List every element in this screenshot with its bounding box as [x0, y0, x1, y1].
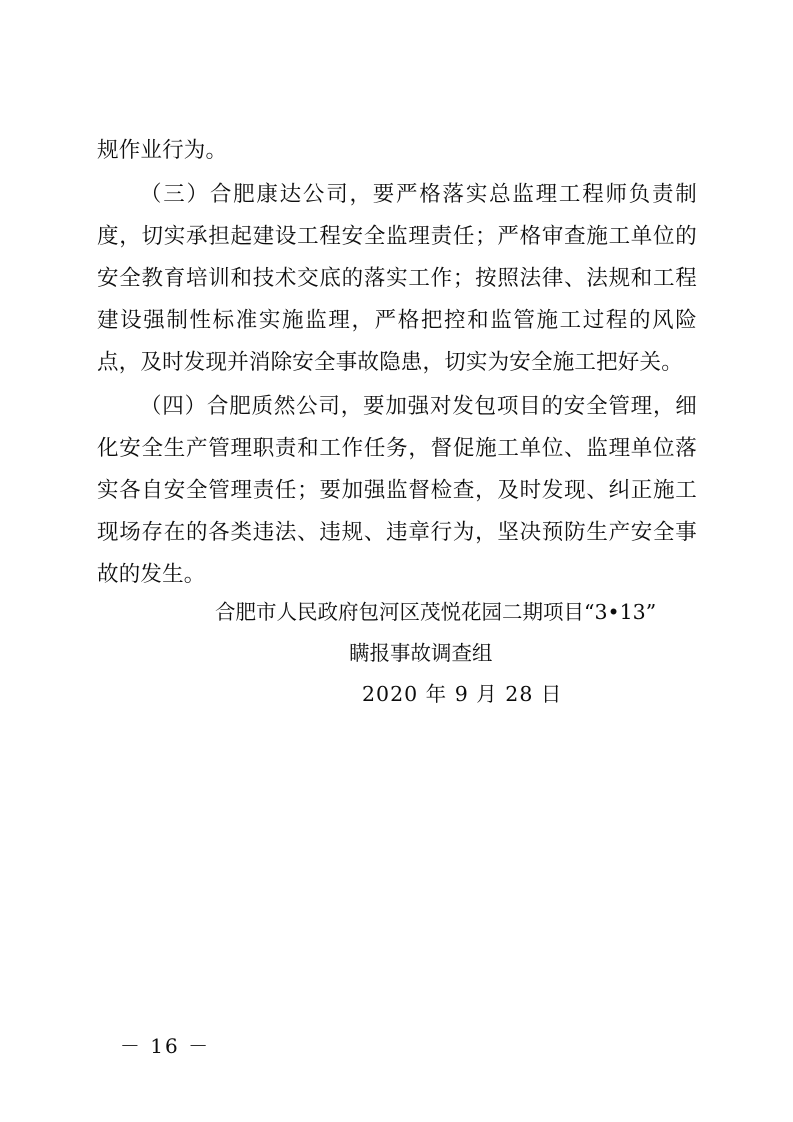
paragraph-item-three: （三）合肥康达公司，要严格落实总监理工程师负责制度，切实承担起建设工程安全监理责任；严格审查施工单位的安全教育培训和技术交底的落实工作；按照法律、法规和工程建设强制性标准实施监理，严格把控和监管施工过程的风险点，及时发现并消除安全事故隐患，切实为安全施工把好关。	[97, 182, 697, 375]
paragraph-continued: 规作业行为。	[97, 138, 228, 163]
signature-block	[97, 592, 697, 715]
page-number: － 16 －	[119, 1034, 211, 1058]
signature-organization-line-2: 瞒报事故调查组	[349, 641, 493, 665]
signature-date: 2020 年 9 月 28 日	[362, 682, 563, 706]
paragraph-item-four: （四）合肥质然公司，要加强对发包项目的安全管理，细化安全生产管理职责和工作任务，督促施工单位、监理单位落实各自安全管理责任；要加强监督检查，及时发现、纠正施工现场存在的各类违法、违规、违章行为，坚决预防生产安全事故的发生。	[97, 394, 697, 587]
document-body	[97, 130, 697, 598]
signature-organization-line-1: 合肥市人民政府包河区茂悦花园二期项目“3•13”	[215, 600, 657, 624]
